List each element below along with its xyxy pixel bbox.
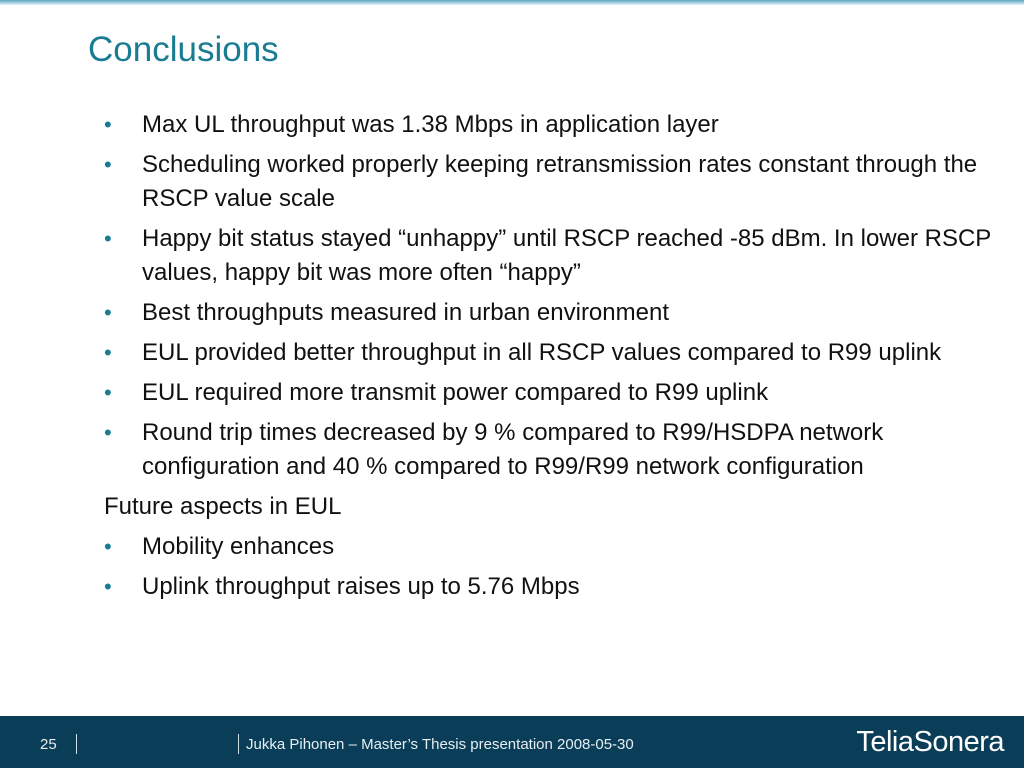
bullet-item <box>104 530 1004 564</box>
bullet-icon: • <box>104 152 112 177</box>
footer-text: Jukka Pihonen – Master’s Thesis presentation 2008-05-30 <box>246 736 634 753</box>
bullet-icon: • <box>104 574 112 599</box>
bullet-text: EUL required more transmit power compared to R99 uplink <box>142 379 769 406</box>
bullet-item <box>104 376 1004 410</box>
slide-title: Conclusions <box>88 30 279 69</box>
bullet-item <box>104 148 1004 216</box>
slide-content <box>104 108 1004 610</box>
bullet-item <box>104 570 1004 604</box>
bullet-text: Best throughputs measured in urban environment <box>142 299 669 326</box>
bullet-text: Max UL throughput was 1.38 Mbps in application layer <box>142 111 719 138</box>
bullet-text: Uplink throughput raises up to 5.76 Mbps <box>142 573 580 600</box>
teliasonera-logo: TeliaSonera <box>856 726 1004 758</box>
bullet-text: EUL provided better throughput in all RSCP values compared to R99 uplink <box>142 339 942 366</box>
bullet-icon: • <box>104 340 112 365</box>
bullet-item <box>104 222 1004 290</box>
bullet-icon: • <box>104 534 112 559</box>
bullet-icon: • <box>104 380 112 405</box>
top-accent-bar <box>0 0 1024 5</box>
bullet-item <box>104 336 1004 370</box>
bullet-item <box>104 296 1004 330</box>
bullet-text: Mobility enhances <box>142 533 335 560</box>
section-heading: Future aspects in EUL <box>104 493 342 520</box>
bullet-icon: • <box>104 300 112 325</box>
bullet-icon: • <box>104 420 112 445</box>
bullet-text: Scheduling worked properly keeping retransmission rates constant through the RSCP value scale <box>142 151 978 212</box>
footer-divider <box>76 734 77 754</box>
bullet-item <box>104 108 1004 142</box>
page-number: 25 <box>40 736 57 753</box>
bullet-icon: • <box>104 112 112 137</box>
bullet-icon: • <box>104 226 112 251</box>
bullet-text: Round trip times decreased by 9 % compared to R99/HSDPA network configuration and 40 % compared to R99/R99 network configuration <box>142 419 884 480</box>
bullet-text: Happy bit status stayed “unhappy” until RSCP reached -85 dBm. In lower RSCP values, happy bit was more often “happy” <box>142 225 991 286</box>
footer-bar <box>0 716 1024 768</box>
footer-divider <box>238 734 239 754</box>
bullet-item <box>104 416 1004 484</box>
